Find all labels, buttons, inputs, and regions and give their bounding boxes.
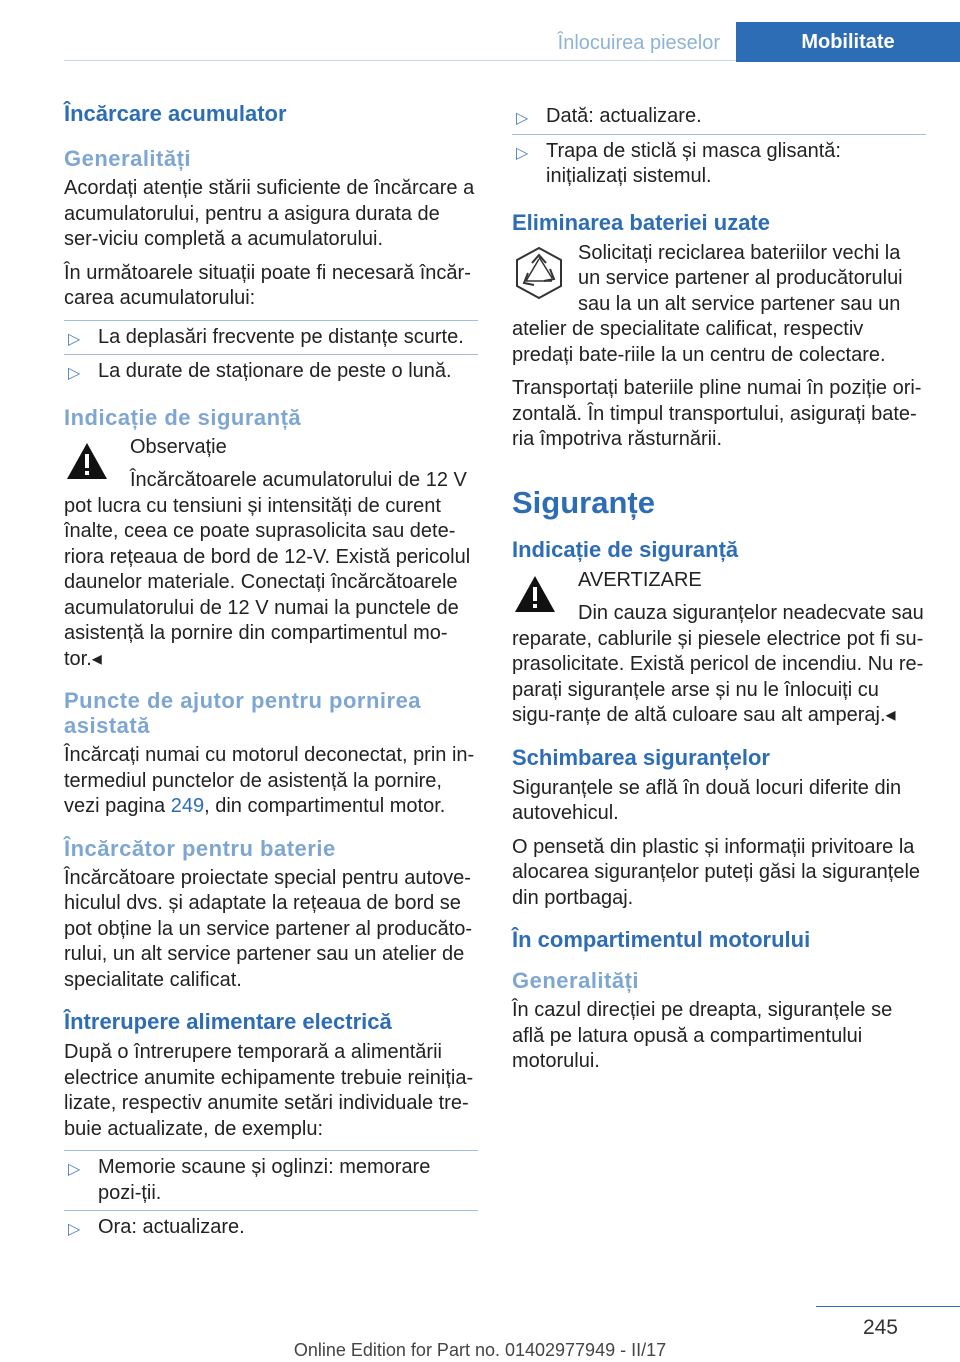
bullet-list (64, 320, 478, 389)
heading-indicatie-siguranta: Indicație de siguranță (512, 536, 739, 562)
list-item: ▷ Ora: actualizare. (64, 1210, 478, 1245)
heading-schimbarea-sigurantelor: Schimbarea siguranțelor (512, 744, 770, 770)
bullet-triangle-icon: ▷ (68, 1161, 81, 1178)
bullet-triangle-icon: ▷ (68, 330, 81, 348)
paragraph: Acordați atenție stării suficiente de încărcare a acumulatorului, pentru a asigura durata de ser‐viciu completă a acumulatorului. (64, 177, 475, 250)
left-column (64, 100, 478, 1253)
paragraph: După o întrerupere temporară a alimentării electrice anumite echipamente trebuie reiniția‐lizate, respectiv anumite setări individuale tre‐buie actualizate, de exemplu: (64, 1041, 474, 1140)
list-item: ▷ La durate de staționare de peste o lună. (64, 354, 478, 389)
list-item: ▷ Trapa de sticlă și masca glisantă: inițializați sistemul. (512, 134, 926, 194)
paragraph: În următoarele situații poate fi necesară încăr‐carea acumulatorului: (64, 261, 471, 309)
paragraph: Transportați bateriile pline numai în poziție ori‐zontală. În timpul transportului, asigurați bate‐ria împotriva răsturnării. (512, 377, 922, 450)
bullet-list (64, 1150, 478, 1245)
header-chapter-tab: Mobilitate (736, 22, 960, 62)
heading-generalitati: Generalități (512, 968, 640, 993)
right-column (512, 100, 926, 1083)
paragraph: Încărcătoare proiectate special pentru autove‐hiculul dvs. și adaptate la rețeaua de bord se pot obține la un service partener al producăto‐rului, un alt service partener sau un atelier de specialitate calificat. (64, 866, 473, 991)
warning-text: reparate, cablurile și piesele electrice pot fi su‐prasolicitate. Există pericol de incendiu. Nu re‐parați siguranțele arse și nu le înlocuiți cu sigu‐ranțe de altă culoare sau alt amperaj.◂ (512, 627, 924, 726)
warning-text-first: Din cauza siguranțelor neadecvate sau (578, 602, 924, 624)
warning-triangle-icon (512, 572, 558, 616)
heading-intrerupere-alimentare: Întrerupere alimentare electrică (64, 1009, 392, 1034)
warning-text: pot lucra cu tensiuni și intensități de curent înalte, ceea ce poate suprasolicita sau dete‐riora rețeaua de bord de 12‑V. Există pericolul daunelor materiale. Conectați încărcătoarele acumulatorului de 12 V numai la punctele de asistență la pornire din compartimentul mo‐tor.◂ (64, 494, 471, 670)
bullet-list (512, 100, 926, 194)
recycling-notice (512, 241, 926, 369)
bullet-triangle-icon: ▷ (68, 365, 81, 382)
warning-text-first: Încărcătoarele acumulatorului de 12 V (130, 469, 467, 491)
heading-incarcator-baterie: Încărcător pentru baterie (64, 835, 336, 861)
heading-generalitati: Generalități (64, 146, 192, 171)
warning-notice (64, 435, 478, 673)
bullet-triangle-icon: ▷ (516, 144, 529, 162)
heading-incarcare-acumulator: Încărcare acumulator (64, 101, 287, 126)
warning-label: Observație (130, 435, 227, 458)
recycle-icon (512, 245, 566, 301)
paragraph: Încărcați numai cu motorul deconectat, prin in‐termediul punctelor de asistență la pornire, vezi pagina 249, din compartimentul motor. (64, 744, 475, 817)
paragraph: Solicitați reciclarea bateriilor vechi la un service partener al producătorului sau la un alt service partener sau un atelier de specialitate calificat, respectiv predați bate‐riile la un centru de colectare. (512, 241, 903, 366)
paragraph: O pensetă din plastic și informații privitoare la alocarea siguranțelor puteți găsi la siguranțele din portbagaj. (512, 835, 921, 909)
bullet-triangle-icon: ▷ (516, 110, 529, 127)
paragraph: În cazul direcției pe dreapta, siguranțele se află pe latura opusă a compartimentului motorului. (512, 999, 893, 1072)
header-section-title: Înlocuirea pieselor (557, 32, 720, 54)
paragraph: Siguranțele se află în două locuri diferite din autovehicul. (512, 776, 902, 824)
warning-notice (512, 568, 926, 729)
list-item: ▷ La deplasări frecvente pe distanțe scurte. (64, 320, 478, 355)
page-header (0, 0, 960, 62)
page-number: 245 (862, 1316, 898, 1339)
heading-eliminarea-bateriei: Eliminarea bateriei uzate (512, 209, 770, 235)
list-item: ▷ Dată: actualizare. (512, 100, 926, 134)
warning-label: AVERTIZARE (578, 568, 702, 591)
edition-footer: Online Edition for Part no. 01402977949 - II/17 (293, 1340, 667, 1360)
bullet-triangle-icon: ▷ (68, 1221, 81, 1238)
list-item: ▷ Memorie scaune și oglinzi: memorare pozi‐ții. (64, 1150, 478, 1210)
page-link-249[interactable]: 249 (170, 795, 205, 817)
footer-rule (816, 1306, 960, 1307)
chapter-title-sigurante: Siguranțe (512, 484, 655, 520)
heading-compartimentul-motorului: În compartimentul motorului (512, 927, 811, 952)
heading-puncte-ajutor: Puncte de ajutor pentru pornirea asistată (64, 688, 422, 738)
heading-indicatie-siguranta: Indicație de siguranță (64, 404, 302, 430)
warning-triangle-icon (64, 439, 110, 483)
